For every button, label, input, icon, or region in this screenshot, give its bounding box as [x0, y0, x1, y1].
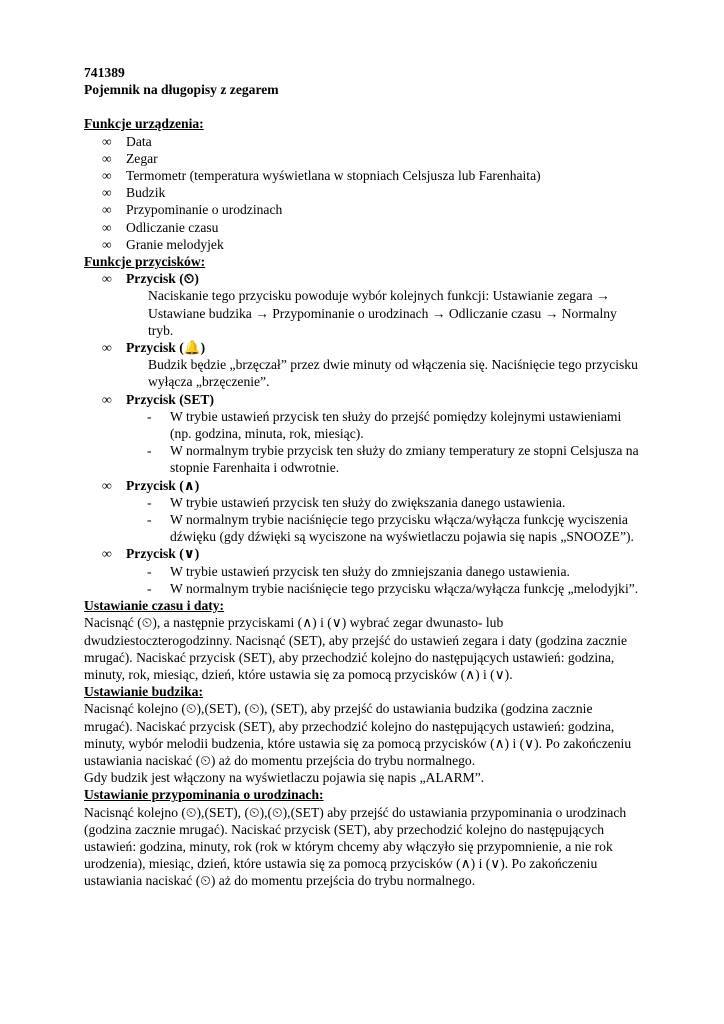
infinity-bullet-icon: ∞: [102, 340, 112, 356]
button-set-heading: ∞ Przycisk (SET): [102, 391, 214, 407]
button-set-item: - W normalnym trybie przycisk ten służy do zmiany temperatury ze stopni Celsjusza na stopnie Farenhaita i odwrotnie.: [147, 443, 639, 476]
button-mode-description: Naciskanie tego przycisku powoduje wybór kolejnych funkcji: Ustawianie zegara → Ustawiane budzika → Przypominanie o urodzinach → Odliczanie czasu → Normalny tryb.: [148, 288, 617, 338]
alarm-setting-note: Gdy budzik jest włączony na wyświetlaczu pojawia się napis „ALARM”.: [84, 770, 485, 786]
infinity-bullet-icon: ∞: [102, 168, 112, 184]
infinity-bullet-icon: ∞: [102, 391, 112, 407]
infinity-bullet-icon: ∞: [102, 271, 112, 287]
button-bell-heading: ∞ Przycisk (🔔): [102, 340, 206, 356]
function-item: ∞ Zegar: [102, 150, 158, 166]
infinity-bullet-icon: ∞: [102, 150, 112, 166]
document-page: [84, 64, 644, 890]
function-item: ∞ Termometr (temperatura wyświetlana w stopniach Celsjusza lub Farenhaita): [102, 168, 541, 184]
function-item: ∞ Granie melodyjek: [102, 236, 224, 252]
function-item: ∞ Budzik: [102, 185, 166, 201]
functions-heading: Funkcje urządzenia:: [84, 116, 204, 132]
alarm-setting-text: Nacisnąć kolejno (⏲),(SET), (⏲), (SET), aby przejść do ustawiania budzika (godzina zacznie mrugać). Naciskać przycisk (SET), aby przechodzić kolejno do następujących ustawień: godzina, minuty, wybór melodii budzenia, które ustawia się za pomocą przycisków (∧) i (∨). Po zakończeniu ustawiania naciskać (⏲) aż do momentu przejścia do trybu normalnego.: [84, 701, 632, 768]
birthday-setting-text: Nacisnąć kolejno (⏲),(SET), (⏲),(⏲),(SET) aby przejść do ustawiania przypominania o urodzinach (godzina zacznie mrugać). Naciskać przycisk (SET), aby przechodzić kolejno do następujących ustawień: godzina, minuty, rok (rok w którym chcemy aby włączyło się przypomnienie, a nie rok urodzenia), miesiąc, dzień, które ustawia się za pomocą przycisków (∧) i (∨). Po zakończeniu ustawiania naciskać (⏲) aż do momentu przejścia do trybu normalnego.: [84, 804, 627, 889]
function-item: ∞ Data: [102, 133, 152, 149]
button-down-item: - W normalnym trybie naciśnięcie tego przycisku włącza/wyłącza funkcję „melodyjki”.: [147, 580, 639, 596]
buttons-heading: Funkcje przycisków:: [84, 254, 206, 270]
infinity-bullet-icon: ∞: [102, 477, 112, 493]
button-up-item: - W trybie ustawień przycisk ten służy do zwiększania danego ustawienia.: [147, 494, 566, 510]
button-set-item: - W trybie ustawień przycisk ten służy do przejść pomiędzy kolejnymi ustawieniami (np. godzina, minuta, rok, miesiąc).: [147, 408, 622, 442]
infinity-bullet-icon: ∞: [102, 202, 112, 218]
button-bell-description: Budzik będzie „brzęczał” przez dwie minuty od włączenia się. Naciśnięcie tego przycisku wyłącza „brzęczenie”.: [148, 357, 638, 390]
button-down-item: - W trybie ustawień przycisk ten służy do zmniejszania danego ustawienia.: [147, 563, 570, 579]
function-item: ∞ Przypominanie o urodzinach: [102, 202, 283, 218]
infinity-bullet-icon: ∞: [102, 219, 112, 235]
time-setting-text: Nacisnąć (⏲), a następnie przyciskami (∧) i (∨) wybrać zegar dwunasto- lub dwudziestoczterogodzinny. Nacisnąć (SET), aby przejść do ustawień zegara i daty (godzina zacznie mrugać). Naciskać przycisk (SET), aby przechodzić kolejno do następujących ustawień: godzina, minuty, rok, miesiąc, dzień, które ustawia się za pomocą przycisków (∧) i (∨).: [84, 615, 628, 682]
product-title: Pojemnik na długopisy z zegarem: [84, 82, 279, 98]
spacer: [84, 98, 644, 115]
product-code: 741389: [84, 65, 125, 80]
infinity-bullet-icon: ∞: [102, 236, 112, 252]
birthday-setting-heading: Ustawianie przypominania o urodzinach:: [84, 787, 324, 803]
infinity-bullet-icon: ∞: [102, 546, 112, 562]
infinity-bullet-icon: ∞: [102, 133, 112, 149]
button-mode-heading: ∞ Przycisk (⏲): [102, 271, 199, 287]
infinity-bullet-icon: ∞: [102, 185, 112, 201]
button-up-item: - W normalnym trybie naciśnięcie tego przycisku włącza/wyłącza funkcję wyciszenia dźwięku (gdy dźwięki są wyciszone na wyświetlaczu pojawia się napis „SNOOZE”).: [147, 512, 634, 545]
button-up-heading: ∞ Przycisk (∧): [102, 477, 200, 493]
function-item: ∞ Odliczanie czasu: [102, 219, 219, 235]
time-setting-heading: Ustawianie czasu i daty:: [84, 598, 225, 614]
alarm-setting-heading: Ustawianie budzika:: [84, 684, 203, 700]
button-down-heading: ∞ Przycisk (∨): [102, 546, 200, 562]
